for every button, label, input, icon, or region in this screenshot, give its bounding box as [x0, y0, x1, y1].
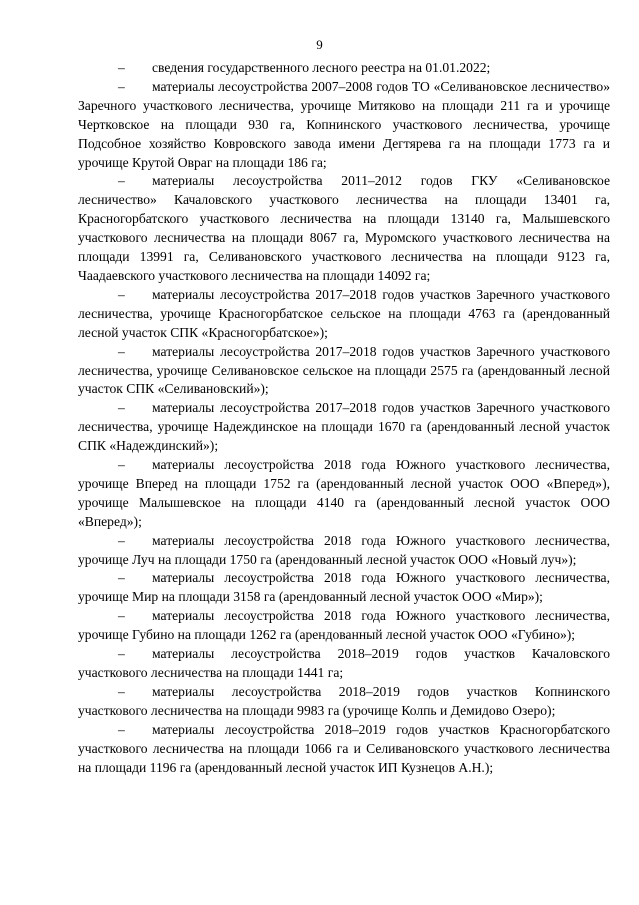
list-item [78, 721, 610, 778]
list-item-text: материалы лесоустройства 2018–2019 годов участков Копнинского участкового лесничества на площади 9983 га (урочище Колпь и Демидово Озеро); [78, 683, 610, 718]
list-item-text: материалы лесоустройства 2007–2008 годов ТО «Селивановское лесничество» Заречного участкового лесничества, урочище Митяково на площади 211 га и урочище Чертковское на площади 930 га, Копнинского участкового лесничества, урочище Подсобное хозяйство Ковровского завода имени Дегтярева га на площади 1773 га и урочище Крутой Овраг на площади 186 га; [78, 78, 610, 170]
list-item-text: материалы лесоустройства 2018 года Южного участкового лесничества, урочище Мир на площади 3158 га (арендованный лесной участок ООО «Мир»); [78, 570, 610, 605]
list-bullet: – [118, 683, 125, 699]
list-item-text: материалы лесоустройства 2018 года Южного участкового лесничества, урочище Губино на площади 1262 га (арендованный лесной участок ООО «Губино»); [78, 608, 610, 643]
list-bullet: – [118, 173, 125, 189]
list-bullet: – [118, 60, 125, 75]
list-item-text: материалы лесоустройства 2018 года Южного участкового лесничества, урочище Вперед на площади 1752 га (арендованный лесной участок ООО «Вперед»), урочище Малышевское на площади 4140 га (арендованный лесной участок ООО «Вперед»); [78, 457, 610, 529]
list-bullet: – [118, 646, 125, 662]
list-item [78, 607, 610, 645]
list-bullet: – [118, 457, 125, 473]
list-bullet: – [118, 286, 125, 302]
list-item [78, 532, 610, 570]
list-item [78, 683, 610, 721]
list-item [78, 399, 610, 456]
list-bullet: – [118, 608, 125, 624]
list-item-text: материалы лесоустройства 2017–2018 годов участков Заречного участкового лесничества, урочище Красногорбатское сельское на площади 4763 га (арендованный лесной участок СПК «Красногорбатское»); [78, 286, 610, 340]
list-bullet: – [118, 721, 125, 737]
list-bullet: – [118, 343, 125, 359]
list-item-text: материалы лесоустройства 2017–2018 годов участков Заречного участкового лесничества, урочище Надеждинское на площади 1670 га (арендованный лесной участок СПК «Надеждинский»); [78, 400, 610, 454]
list-item-text: материалы лесоустройства 2017–2018 годов участков Заречного участкового лесничества, урочище Селивановское сельское на площади 2575 га (арендованный лесной участок СПК «Селивановский»); [78, 343, 610, 397]
list-bullet: – [118, 78, 125, 94]
list-item [78, 645, 610, 683]
list-bullet: – [118, 570, 125, 586]
page-number: 9 [316, 37, 323, 52]
list-item-text: материалы лесоустройства 2018–2019 годов участков Красногорбатского участкового лесничества на площади 1066 га и Селивановского участкового лесничества на площади 1196 га (арендованный лесной участок ИП Кузнецов А.Н.); [78, 721, 610, 775]
list-bullet: – [118, 400, 125, 416]
list-bullet: – [118, 532, 125, 548]
list-item [78, 59, 610, 78]
list-item [78, 172, 610, 285]
list-item [78, 78, 610, 173]
source-materials-list [78, 59, 610, 777]
list-item-text: материалы лесоустройства 2011–2012 годов ГКУ «Селивановское лесничество» Качаловского участкового лесничества на площади 13401 га, Красногорбатского участкового лесничества на площади 13140 га, Малышевского участкового лесничества на площади 8067 га, Муромского участкового лесничества на площади 13991 га, Селивановского участкового лесничества на площади 9123 га, Чаадаевского участкового лесничества на площади 14092 га; [78, 173, 610, 283]
list-item-text: материалы лесоустройства 2018–2019 годов участков Качаловского участкового лесничества на площади 1441 га; [78, 646, 610, 680]
list-item-text: сведения государственного лесного реестра на 01.01.2022; [152, 60, 491, 75]
list-item [78, 343, 610, 400]
list-item [78, 569, 610, 607]
list-item [78, 456, 610, 532]
list-item-text: материалы лесоустройства 2018 года Южного участкового лесничества, урочище Луч на площади 1750 га (арендованный лесной участок ООО «Новый луч»); [78, 532, 610, 567]
list-item [78, 286, 610, 343]
